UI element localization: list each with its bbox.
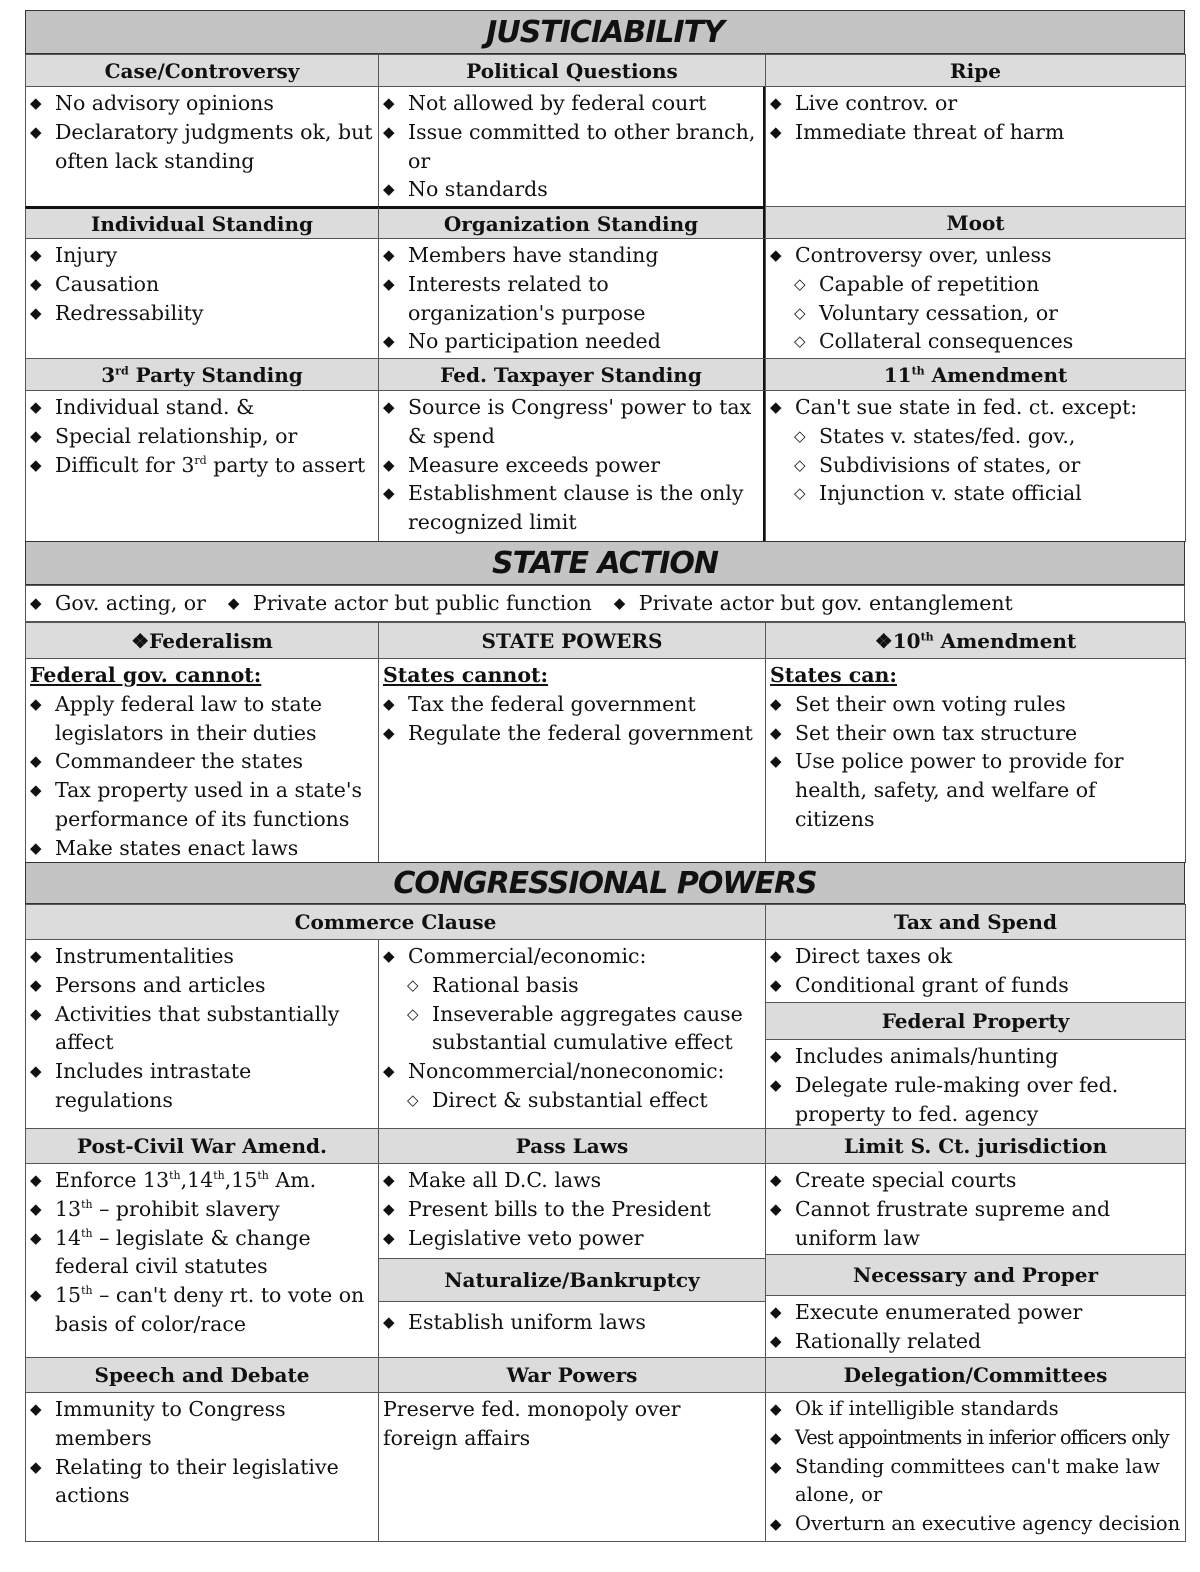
item-text: Persons and articles (55, 972, 266, 997)
item-text: Legislative veto power (408, 1225, 644, 1250)
list-item (30, 1166, 374, 1195)
list-item (770, 719, 1181, 748)
list-item (383, 1224, 761, 1253)
item-text: Includes intrastate regulations (55, 1059, 252, 1112)
diamond-bullet-icon: ◆ (770, 1400, 782, 1418)
diamond-bullet-icon: ◆ (613, 594, 626, 613)
hollow-diamond-icon: ◇ (407, 1090, 419, 1109)
item-text: Ok if intelligible standards (795, 1397, 1059, 1420)
item-text: Individual stand. & (55, 395, 255, 419)
list-item (770, 1395, 1181, 1424)
diamond-bullet-icon: ◆ (770, 1303, 782, 1321)
commerce-left-body (25, 939, 379, 1129)
item-text: Relating to their legislative actions (55, 1454, 339, 1508)
diamond-bullet-icon: ◆ (383, 1313, 395, 1331)
list-item (30, 942, 374, 971)
sub-list-item (770, 479, 1181, 508)
diamond-bullet-icon: ◆ (30, 1228, 42, 1247)
list-item (770, 89, 1181, 118)
individual-standing-body (25, 238, 379, 359)
diamond-bullet-icon: ◆ (383, 274, 395, 293)
list-item (770, 1453, 1181, 1511)
commerce-clause-label: Commerce Clause (294, 910, 497, 934)
diamond-bullet-icon: ◆ (30, 1171, 42, 1189)
item-text: Measure exceeds power (408, 452, 661, 477)
item-text: Establishment clause is the only recognized limit (408, 481, 744, 535)
item-text: Vest appointments in inferior officers only (795, 1425, 1169, 1449)
item-text: Private actor but public function (252, 591, 592, 616)
item-text: Capable of repetition (819, 271, 1040, 296)
list-item (30, 451, 374, 480)
list-item (30, 971, 374, 1000)
item-text: Make states enact laws (55, 835, 299, 860)
diamond-bullet-icon: ◆ (30, 1286, 42, 1305)
eleventh-amendment-label: 11th Amendment (883, 362, 1068, 387)
hollow-diamond-icon: ◇ (407, 1004, 419, 1023)
diamond-bullet-icon: ◆ (30, 94, 42, 112)
list-item (383, 175, 759, 204)
individual-standing-label: Individual Standing (90, 211, 314, 236)
list-item (383, 1057, 761, 1086)
list-item (383, 241, 759, 270)
list-item (30, 89, 374, 118)
federal-cannot-label: Federal gov. cannot: (30, 663, 262, 687)
sub-list-item (383, 1000, 761, 1058)
diamond-bullet-icon: ◆ (383, 694, 395, 713)
justiciability-banner (25, 10, 1185, 54)
item-text: Can't sue state in fed. ct. except: (795, 395, 1138, 419)
list-item (383, 1166, 761, 1195)
list-item (383, 719, 761, 748)
state-action-title: STATE ACTION (491, 546, 719, 581)
state-action-row (25, 585, 1185, 622)
item-text: Members have standing (408, 243, 659, 267)
diamond-bullet-icon: ◆ (383, 122, 395, 141)
list-item (383, 1308, 761, 1337)
diamond-bullet-icon: ◆ (770, 947, 782, 965)
tenth-amendment-label: 10th Amendment (892, 628, 1077, 653)
diamond-bullet-icon: ◆ (383, 94, 395, 112)
limit-necessary-column (765, 1163, 1186, 1358)
diamond-bullet-icon: ◆ (30, 455, 42, 474)
commerce-right-body (378, 939, 766, 1129)
item-text: Create special courts (795, 1168, 1017, 1192)
war-powers-body (378, 1392, 766, 1542)
item-text: 14th – legislate & change federal civil statutes (55, 1225, 311, 1279)
item-text: Apply federal law to state legislators in their duties (55, 691, 323, 745)
naturalize-bankruptcy-head (379, 1258, 765, 1302)
item-text: Conditional grant of funds (795, 972, 1069, 997)
states-cannot-label: States cannot: (383, 663, 549, 687)
diamond-bullet-icon: ◆ (770, 94, 782, 112)
item-text: Direct & substantial effect (432, 1087, 708, 1112)
item-text: Overturn an executive agency decision (795, 1512, 1181, 1536)
justiciability-grid (25, 54, 1185, 541)
diamond-bullet-icon: ◆ (770, 1075, 782, 1094)
list-item (770, 1298, 1181, 1327)
item-text: No participation needed (408, 329, 661, 354)
case-controversy-label: Case/Controversy (104, 58, 300, 83)
item-text: Present bills to the President (408, 1196, 711, 1221)
diamond-bullet-icon: ◆ (770, 122, 782, 141)
taxpayer-standing-head (378, 358, 766, 391)
diamond-bullet-icon: ◆ (770, 1171, 782, 1189)
item-text: Interests related to organization's purpose (408, 271, 646, 325)
congressional-grid (25, 904, 1185, 1541)
item-text: Issue committed to other branch, or (408, 119, 756, 173)
post-civil-war-body (25, 1163, 379, 1358)
list-item (30, 834, 374, 863)
case-controversy-head (25, 54, 379, 87)
sub-list-item (383, 971, 761, 1000)
diamond-bullet-icon: ◆ (770, 1199, 782, 1218)
item-text: Injury (55, 243, 118, 267)
list-item (383, 327, 759, 356)
item-text: Activities that substantially affect (55, 1001, 340, 1055)
list-item (30, 1000, 374, 1058)
list-item (30, 393, 374, 422)
limit-jurisdiction-head (765, 1128, 1186, 1164)
state-powers-head (378, 622, 766, 659)
speech-debate-head (25, 1357, 379, 1393)
list-item (770, 118, 1181, 147)
third-party-standing-label: 3rd Party Standing (101, 362, 303, 387)
taxpayer-standing-body (378, 390, 766, 542)
list-item (30, 1395, 374, 1453)
item-text: Rationally related (795, 1328, 982, 1353)
diamond-bullet-icon: ◆ (383, 947, 395, 965)
ripe-body (765, 86, 1186, 207)
list-item (770, 1424, 1181, 1453)
diamond-bullet-icon: ◆ (770, 1457, 782, 1476)
item-text: Direct taxes ok (795, 944, 953, 968)
case-controversy-body (25, 86, 379, 207)
list-item (30, 299, 374, 328)
speech-debate-body (25, 1392, 379, 1542)
diamond-bullet-icon: ◆ (383, 1199, 395, 1218)
diamond-bullet-icon: ◆ (383, 1171, 395, 1189)
item-text: Cannot frustrate supreme and uniform law (795, 1196, 1111, 1250)
diamond-bullet-icon: ◆ (383, 723, 395, 742)
item-text: Collateral consequences (819, 329, 1074, 354)
diamond-bullet-icon: ◆ (383, 398, 395, 416)
sub-list-item (770, 270, 1181, 299)
states-can-label: States can: (770, 663, 897, 687)
hollow-diamond-icon: ◇ (794, 455, 806, 474)
item-text: Causation (55, 271, 160, 296)
diamond-bullet-icon: ◆ (30, 246, 42, 264)
list-item (383, 270, 759, 328)
list-item (770, 1510, 1181, 1539)
list-item (30, 776, 374, 834)
list-item (770, 241, 1181, 270)
tax-spend-head (765, 904, 1186, 940)
item-text: Establish uniform laws (408, 1310, 646, 1334)
necessary-proper-head (766, 1254, 1185, 1296)
delegation-committees-label: Delegation/Committees (843, 1363, 1108, 1387)
diamond-bullet-icon: ◆ (30, 303, 42, 322)
delegation-committees-head (765, 1357, 1186, 1393)
item-text: Not allowed by federal court (408, 91, 707, 115)
hollow-diamond-icon: ◇ (794, 303, 806, 322)
federalism-label: Federalism (149, 628, 273, 653)
item-text: Commercial/economic: (408, 944, 647, 968)
justiciability-title: JUSTICIABILITY (486, 15, 724, 50)
item-text: Enforce 13th,14th,15th Am. (55, 1168, 317, 1192)
federalism-head (25, 622, 379, 659)
diamond-bullet-icon: ◆ (770, 694, 782, 713)
diamond-bullet-icon: ◆ (30, 781, 42, 800)
item-text: Use police power to provide for health, safety, and welfare of citizens (795, 749, 1124, 831)
organization-standing-head (378, 206, 766, 239)
federal-property-head (766, 1002, 1185, 1040)
diamond-bullet-icon: ◆ (30, 122, 42, 141)
diamond-bullet-icon: ◆ (770, 723, 782, 742)
item-text: Immediate threat of harm (795, 119, 1065, 144)
diamond-bullet-icon: ◆ (30, 694, 42, 713)
diamond-bullet-icon: ◆ (383, 484, 395, 503)
item-text: Gov. acting, or (55, 591, 206, 616)
congressional-powers-title: CONGRESSIONAL POWERS (393, 866, 817, 901)
item-text: No standards (408, 177, 548, 202)
diamond-bullet-icon: ◆ (30, 274, 42, 293)
tax-spend-label: Tax and Spend (894, 910, 1057, 934)
list-item (383, 118, 759, 176)
diamond-bullet-icon: ◆ (770, 398, 782, 416)
item-text: Set their own voting rules (795, 691, 1066, 716)
item-text: Tax the federal government (408, 691, 696, 716)
diamond-bullet-icon: ◆ (383, 1228, 395, 1247)
list-item (383, 942, 761, 971)
war-powers-head (378, 1357, 766, 1393)
pass-laws-body (379, 1164, 765, 1258)
diamond-bullet-icon: ◆ (383, 455, 395, 474)
commerce-clause-head (25, 904, 766, 940)
necessary-proper-label: Necessary and Proper (852, 1263, 1099, 1287)
item-text: Tax property used in a state's performance of its functions (55, 778, 363, 831)
list-item (770, 1327, 1181, 1356)
congressional-powers-banner (25, 862, 1185, 904)
limit-jurisdiction-label: Limit S. Ct. jurisdiction (843, 1134, 1107, 1158)
list-item (30, 1057, 374, 1115)
federal-property-label: Federal Property (881, 1009, 1070, 1033)
pass-laws-label: Pass Laws (515, 1134, 629, 1158)
item-text: Private actor but gov. entanglement (638, 591, 1013, 616)
diamond-bullet-icon: ◆ (227, 594, 240, 613)
item-text: Controversy over, unless (795, 243, 1052, 267)
sub-list-item (770, 451, 1181, 480)
diamond-bullet-icon: ◆ (383, 332, 395, 351)
diamond-bullet-icon: ◆ (383, 1062, 395, 1081)
tenth-amendment-head (765, 622, 1186, 659)
hollow-diamond-icon: ◇ (794, 332, 806, 351)
taxpayer-standing-label: Fed. Taxpayer Standing (440, 362, 702, 387)
sub-list-item (770, 327, 1181, 356)
item-text: Noncommercial/noneconomic: (408, 1059, 725, 1084)
hollow-diamond-icon: ◇ (794, 484, 806, 503)
item-text: Subdivisions of states, or (819, 452, 1081, 477)
ripe-head (765, 54, 1186, 87)
political-questions-head (378, 54, 766, 87)
item-text: 13th – prohibit slavery (55, 1196, 280, 1221)
eleventh-amendment-body (765, 390, 1186, 542)
third-party-standing-head (25, 358, 379, 391)
limit-jurisdiction-body (766, 1164, 1185, 1254)
item-text: 15th – can't deny rt. to vote on basis of color/race (55, 1283, 365, 1336)
sub-list-item (770, 422, 1181, 451)
moot-label: Moot (946, 210, 1005, 235)
item-text: Source is Congress' power to tax & spend (408, 395, 752, 448)
list-item (770, 747, 1181, 833)
diamond-bullet-icon: ◆ (30, 426, 42, 445)
list-item (383, 89, 759, 118)
moot-body (765, 238, 1186, 359)
naturalize-bankruptcy-label: Naturalize/Bankruptcy (444, 1268, 700, 1292)
political-questions-label: Political Questions (466, 58, 678, 83)
list-item (383, 1195, 761, 1224)
item-text: Redressability (55, 300, 204, 325)
item-text: Instrumentalities (55, 944, 234, 968)
item-text: Standing committees can't make law alone, or (795, 1454, 1160, 1507)
eleventh-amendment-head (765, 358, 1186, 391)
item-text: States v. states/fed. gov., (819, 423, 1076, 448)
diamond-bullet-icon: ◆ (30, 752, 42, 771)
list-item (30, 1224, 374, 1282)
section-bullet-icon: ❖ (131, 628, 150, 653)
item-text: Inseverable aggregates cause substantial cumulative effect (432, 1001, 743, 1055)
item-text: Difficult for 3rd party to assert (55, 452, 366, 477)
item-text: Preserve fed. monopoly over foreign affairs (383, 1397, 681, 1450)
post-civil-war-head (25, 1128, 379, 1164)
naturalize-bankruptcy-body (379, 1302, 765, 1339)
organization-standing-label: Organization Standing (443, 211, 699, 236)
diamond-bullet-icon: ◆ (30, 1400, 42, 1418)
list-item (770, 1071, 1181, 1129)
list-item (770, 1195, 1181, 1253)
hollow-diamond-icon: ◇ (794, 426, 806, 445)
tax-property-column (765, 939, 1186, 1129)
political-questions-body (378, 86, 766, 207)
list-item (30, 241, 374, 270)
states-can-body (765, 658, 1186, 863)
section-bullet-icon: ❖ (874, 628, 893, 653)
diamond-bullet-icon: ◆ (770, 752, 782, 771)
diamond-bullet-icon: ◆ (770, 1047, 782, 1065)
item-text: Immunity to Congress members (55, 1397, 286, 1450)
list-item (770, 942, 1181, 971)
item-text: Voluntary cessation, or (819, 300, 1058, 325)
pass-laws-head (378, 1128, 766, 1164)
diamond-bullet-icon: ◆ (30, 975, 42, 994)
post-civil-war-label: Post-Civil War Amend. (76, 1134, 327, 1158)
list-item (770, 393, 1181, 422)
list-item (30, 118, 374, 176)
list-item (770, 1042, 1181, 1071)
item-text: Injunction v. state official (819, 481, 1082, 506)
item-text: Live controv. or (795, 91, 958, 115)
list-item (770, 971, 1181, 1000)
state-action-banner (25, 541, 1185, 585)
diamond-bullet-icon: ◆ (770, 246, 782, 264)
diamond-bullet-icon: ◆ (383, 246, 395, 264)
sub-list-item (383, 1086, 761, 1115)
sub-list-item (770, 299, 1181, 328)
federal-cannot-body (25, 658, 379, 863)
diamond-bullet-icon: ◆ (30, 1004, 42, 1023)
list-item (30, 1281, 374, 1339)
item-text: Includes animals/hunting (795, 1044, 1059, 1068)
diamond-bullet-icon: ◆ (770, 1331, 782, 1350)
organization-standing-body (378, 238, 766, 359)
hollow-diamond-icon: ◇ (407, 975, 419, 994)
hollow-diamond-icon: ◇ (794, 274, 806, 293)
list-item (383, 393, 759, 451)
list-item (30, 690, 374, 748)
pass-naturalize-column (378, 1163, 766, 1358)
diamond-bullet-icon: ◆ (30, 1457, 42, 1476)
moot-head (765, 206, 1186, 239)
ripe-label: Ripe (950, 58, 1001, 83)
individual-standing-head (25, 206, 379, 239)
list-item (383, 451, 759, 480)
war-powers-label: War Powers (506, 1363, 638, 1387)
tax-spend-body (766, 940, 1185, 1002)
item-text: Delegate rule-making over fed. property to fed. agency (795, 1072, 1119, 1126)
item-text: Rational basis (432, 972, 579, 997)
delegation-committees-body (765, 1392, 1186, 1542)
item-text: No advisory opinions (55, 91, 274, 115)
federal-property-body (766, 1040, 1185, 1130)
diamond-bullet-icon: ◆ (770, 1428, 782, 1447)
item-text: Make all D.C. laws (408, 1168, 602, 1192)
list-item (383, 690, 761, 719)
diamond-bullet-icon: ◆ (30, 398, 42, 416)
state-powers-label: STATE POWERS (481, 628, 663, 653)
states-cannot-body (378, 658, 766, 863)
item-text: Execute enumerated power (795, 1300, 1083, 1324)
list-item (30, 1453, 374, 1511)
list-item (30, 270, 374, 299)
diamond-bullet-icon: ◆ (770, 1515, 782, 1534)
necessary-proper-body (766, 1296, 1185, 1358)
list-item (770, 1166, 1181, 1195)
item-text: Special relationship, or (55, 423, 298, 448)
diamond-bullet-icon: ◆ (30, 1062, 42, 1081)
list-item (30, 1195, 374, 1224)
outline-sheet (25, 10, 1185, 1541)
list-item (30, 747, 374, 776)
list-item (30, 422, 374, 451)
diamond-bullet-icon: ◆ (30, 1199, 42, 1218)
diamond-bullet-icon: ◆ (383, 180, 395, 199)
item-text: Commandeer the states (55, 749, 303, 774)
speech-debate-label: Speech and Debate (94, 1363, 310, 1387)
list-item (770, 690, 1181, 719)
diamond-bullet-icon: ◆ (30, 838, 42, 857)
state-powers-grid (25, 622, 1185, 862)
diamond-bullet-icon: ◆ (770, 975, 782, 994)
diamond-bullet-icon: ◆ (30, 594, 42, 613)
third-party-standing-body (25, 390, 379, 542)
item-text: Declaratory judgments ok, but often lack standing (55, 119, 373, 173)
diamond-bullet-icon: ◆ (30, 947, 42, 965)
item-text: Regulate the federal government (408, 720, 753, 745)
list-item (383, 479, 759, 537)
item-text: Set their own tax structure (795, 720, 1078, 745)
